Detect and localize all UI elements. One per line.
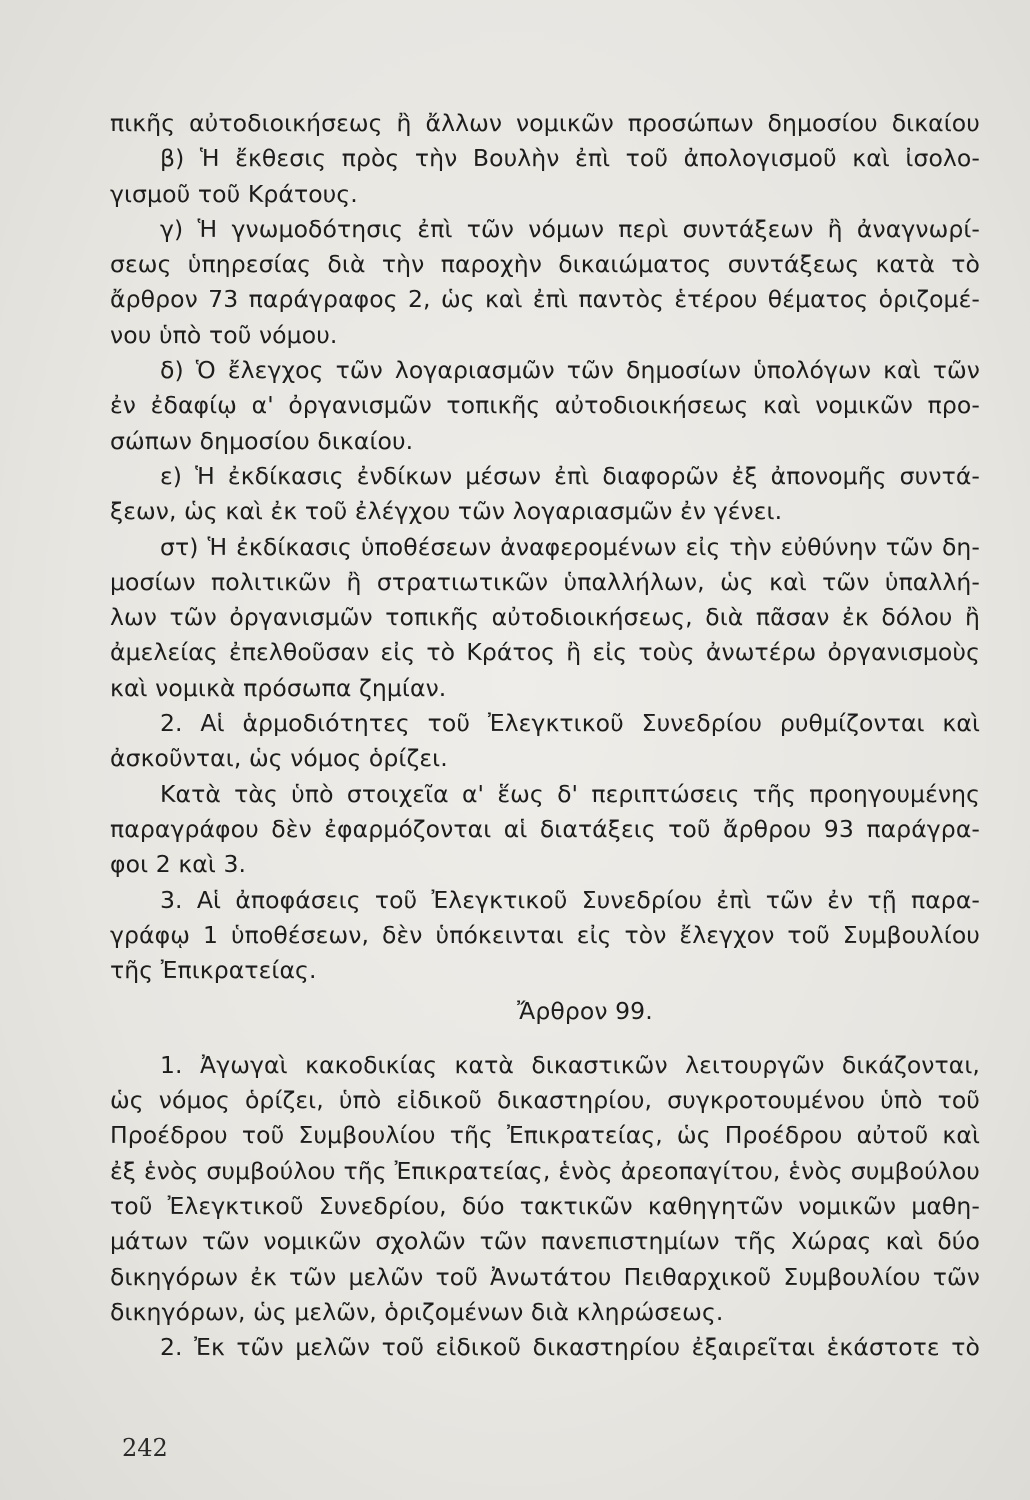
text-line: στ) Ἡ ἐκδίκασις ὑποθέσεων ἀναφερομένων εἰς τὴν εὐθύνην τῶν δη- (160, 532, 980, 561)
text-line: Προέδρου τοῦ Συμβουλίου τῆς Ἐπικρατείας, ὡς Προέδρου αὐτοῦ καὶ (110, 1121, 980, 1150)
text-line: δικηγόρων, ὡς μελῶν, ὁριζομένων διὰ κληρώσεως. (110, 1297, 724, 1326)
text-line: ἐν ἐδαφίῳ α' ὀργανισμῶν τοπικῆς αὐτοδιοικήσεως καὶ νομικῶν προ- (110, 391, 980, 420)
text-line: 3. Αἱ ἀποφάσεις τοῦ Ἐλεγκτικοῦ Συνεδρίου ἐπὶ τῶν ἐν τῇ παρα- (160, 885, 980, 914)
text-line: παραγράφου δὲν ἐφαρμόζονται αἱ διατάξεις τοῦ ἄρθρου 93 παράγρα- (110, 814, 980, 843)
text-line: δ) Ὁ ἔλεγχος τῶν λογαριασμῶν τῶν δημοσίων ὑπολόγων καὶ τῶν (160, 356, 980, 385)
text-line: ἀμελείας ἐπελθοῦσαν εἰς τὸ Κράτος ἢ εἰς τοὺς ἀνωτέρω ὀργανισμοὺς (110, 638, 980, 667)
text-line: πικῆς αὐτοδιοικήσεως ἢ ἄλλων νομικῶν προσώπων δημοσίου δικαίου (110, 109, 980, 137)
page-number: 242 (122, 1434, 168, 1462)
text-line: Κατὰ τὰς ὑπὸ στοιχεῖα α' ἕως δ' περιπτώσεις τῆς προηγουμένης (160, 779, 980, 808)
text-line: δικηγόρων ἐκ τῶν μελῶν τοῦ Ἀνωτάτου Πειθαρχικοῦ Συμβουλίου τῶν (110, 1262, 980, 1291)
text-line: ἀσκοῦνται, ὡς νόμος ὁρίζει. (110, 744, 448, 773)
text-line: 2. Ἐκ τῶν μελῶν τοῦ εἰδικοῦ δικαστηρίου ἐξαιρεῖται ἑκάστοτε τὸ (160, 1333, 980, 1362)
text-line: σώπων δημοσίου δικαίου. (110, 426, 414, 455)
text-line: λων τῶν ὀργανισμῶν τοπικῆς αὐτοδιοικήσεως, διὰ πᾶσαν ἐκ δόλου ἢ (110, 603, 980, 632)
text-line: ἄρθρον 73 παράγραφος 2, ὡς καὶ ἐπὶ παντὸς ἑτέρου θέματος ὁριζομέ- (110, 285, 980, 314)
text-line: γισμοῦ τοῦ Κράτους. (110, 179, 358, 208)
text-line: τῆς Ἐπικρατείας. (110, 956, 317, 985)
text-line: φοι 2 καὶ 3. (110, 850, 247, 879)
text-line: γράφῳ 1 ὑποθέσεων, δὲν ὑπόκεινται εἰς τὸν ἔλεγχον τοῦ Συμβουλίου (110, 920, 980, 949)
text-line: ὡς νόμος ὁρίζει, ὑπὸ εἰδικοῦ δικαστηρίου, συγκροτουμένου ὑπὸ τοῦ (110, 1086, 980, 1115)
text-line: ε) Ἡ ἐκδίκασις ἐνδίκων μέσων ἐπὶ διαφορῶν ἐξ ἀπονομῆς συντά- (160, 461, 980, 490)
article-heading: Ἄρθρον 99. (517, 997, 653, 1026)
text-line: σεως ὑπηρεσίας διὰ τὴν παροχὴν δικαιώματος συντάξεως κατὰ τὸ (110, 250, 980, 279)
text-line: ξεων, ὡς καὶ ἐκ τοῦ ἐλέγχου τῶν λογαριασμῶν ἐν γένει. (110, 497, 783, 526)
text-line: μάτων τῶν νομικῶν σχολῶν τῶν πανεπιστημίων τῆς Χώρας καὶ δύο (110, 1227, 980, 1256)
text-line: β) Ἡ ἔκθεσις πρὸς τὴν Βουλὴν ἐπὶ τοῦ ἀπολογισμοῦ καὶ ἰσολο- (160, 144, 980, 173)
text-line: καὶ νομικὰ πρόσωπα ζημίαν. (110, 673, 447, 702)
text-line: 1. Ἀγωγαὶ κακοδικίας κατὰ δικαστικῶν λειτουργῶν δικάζονται, (160, 1050, 980, 1079)
text-line: τοῦ Ἐλεγκτικοῦ Συνεδρίου, δύο τακτικῶν καθηγητῶν νομικῶν μαθη- (110, 1191, 980, 1220)
body-text (110, 106, 980, 1365)
text-line: ἐξ ἑνὸς συμβούλου τῆς Ἐπικρατείας, ἑνὸς ἀρεοπαγίτου, ἑνὸς συμβούλου (110, 1156, 980, 1185)
text-line: γ) Ἡ γνωμοδότησις ἐπὶ τῶν νόμων περὶ συντάξεων ἢ ἀναγνωρί- (160, 214, 980, 243)
text-line: 2. Αἱ ἁρμοδιότητες τοῦ Ἐλεγκτικοῦ Συνεδρίου ρυθμίζονται καὶ (160, 709, 980, 738)
text-line: νου ὑπὸ τοῦ νόμου. (110, 320, 338, 349)
text-line: μοσίων πολιτικῶν ἢ στρατιωτικῶν ὑπαλλήλων, ὡς καὶ τῶν ὑπαλλή- (110, 567, 980, 596)
